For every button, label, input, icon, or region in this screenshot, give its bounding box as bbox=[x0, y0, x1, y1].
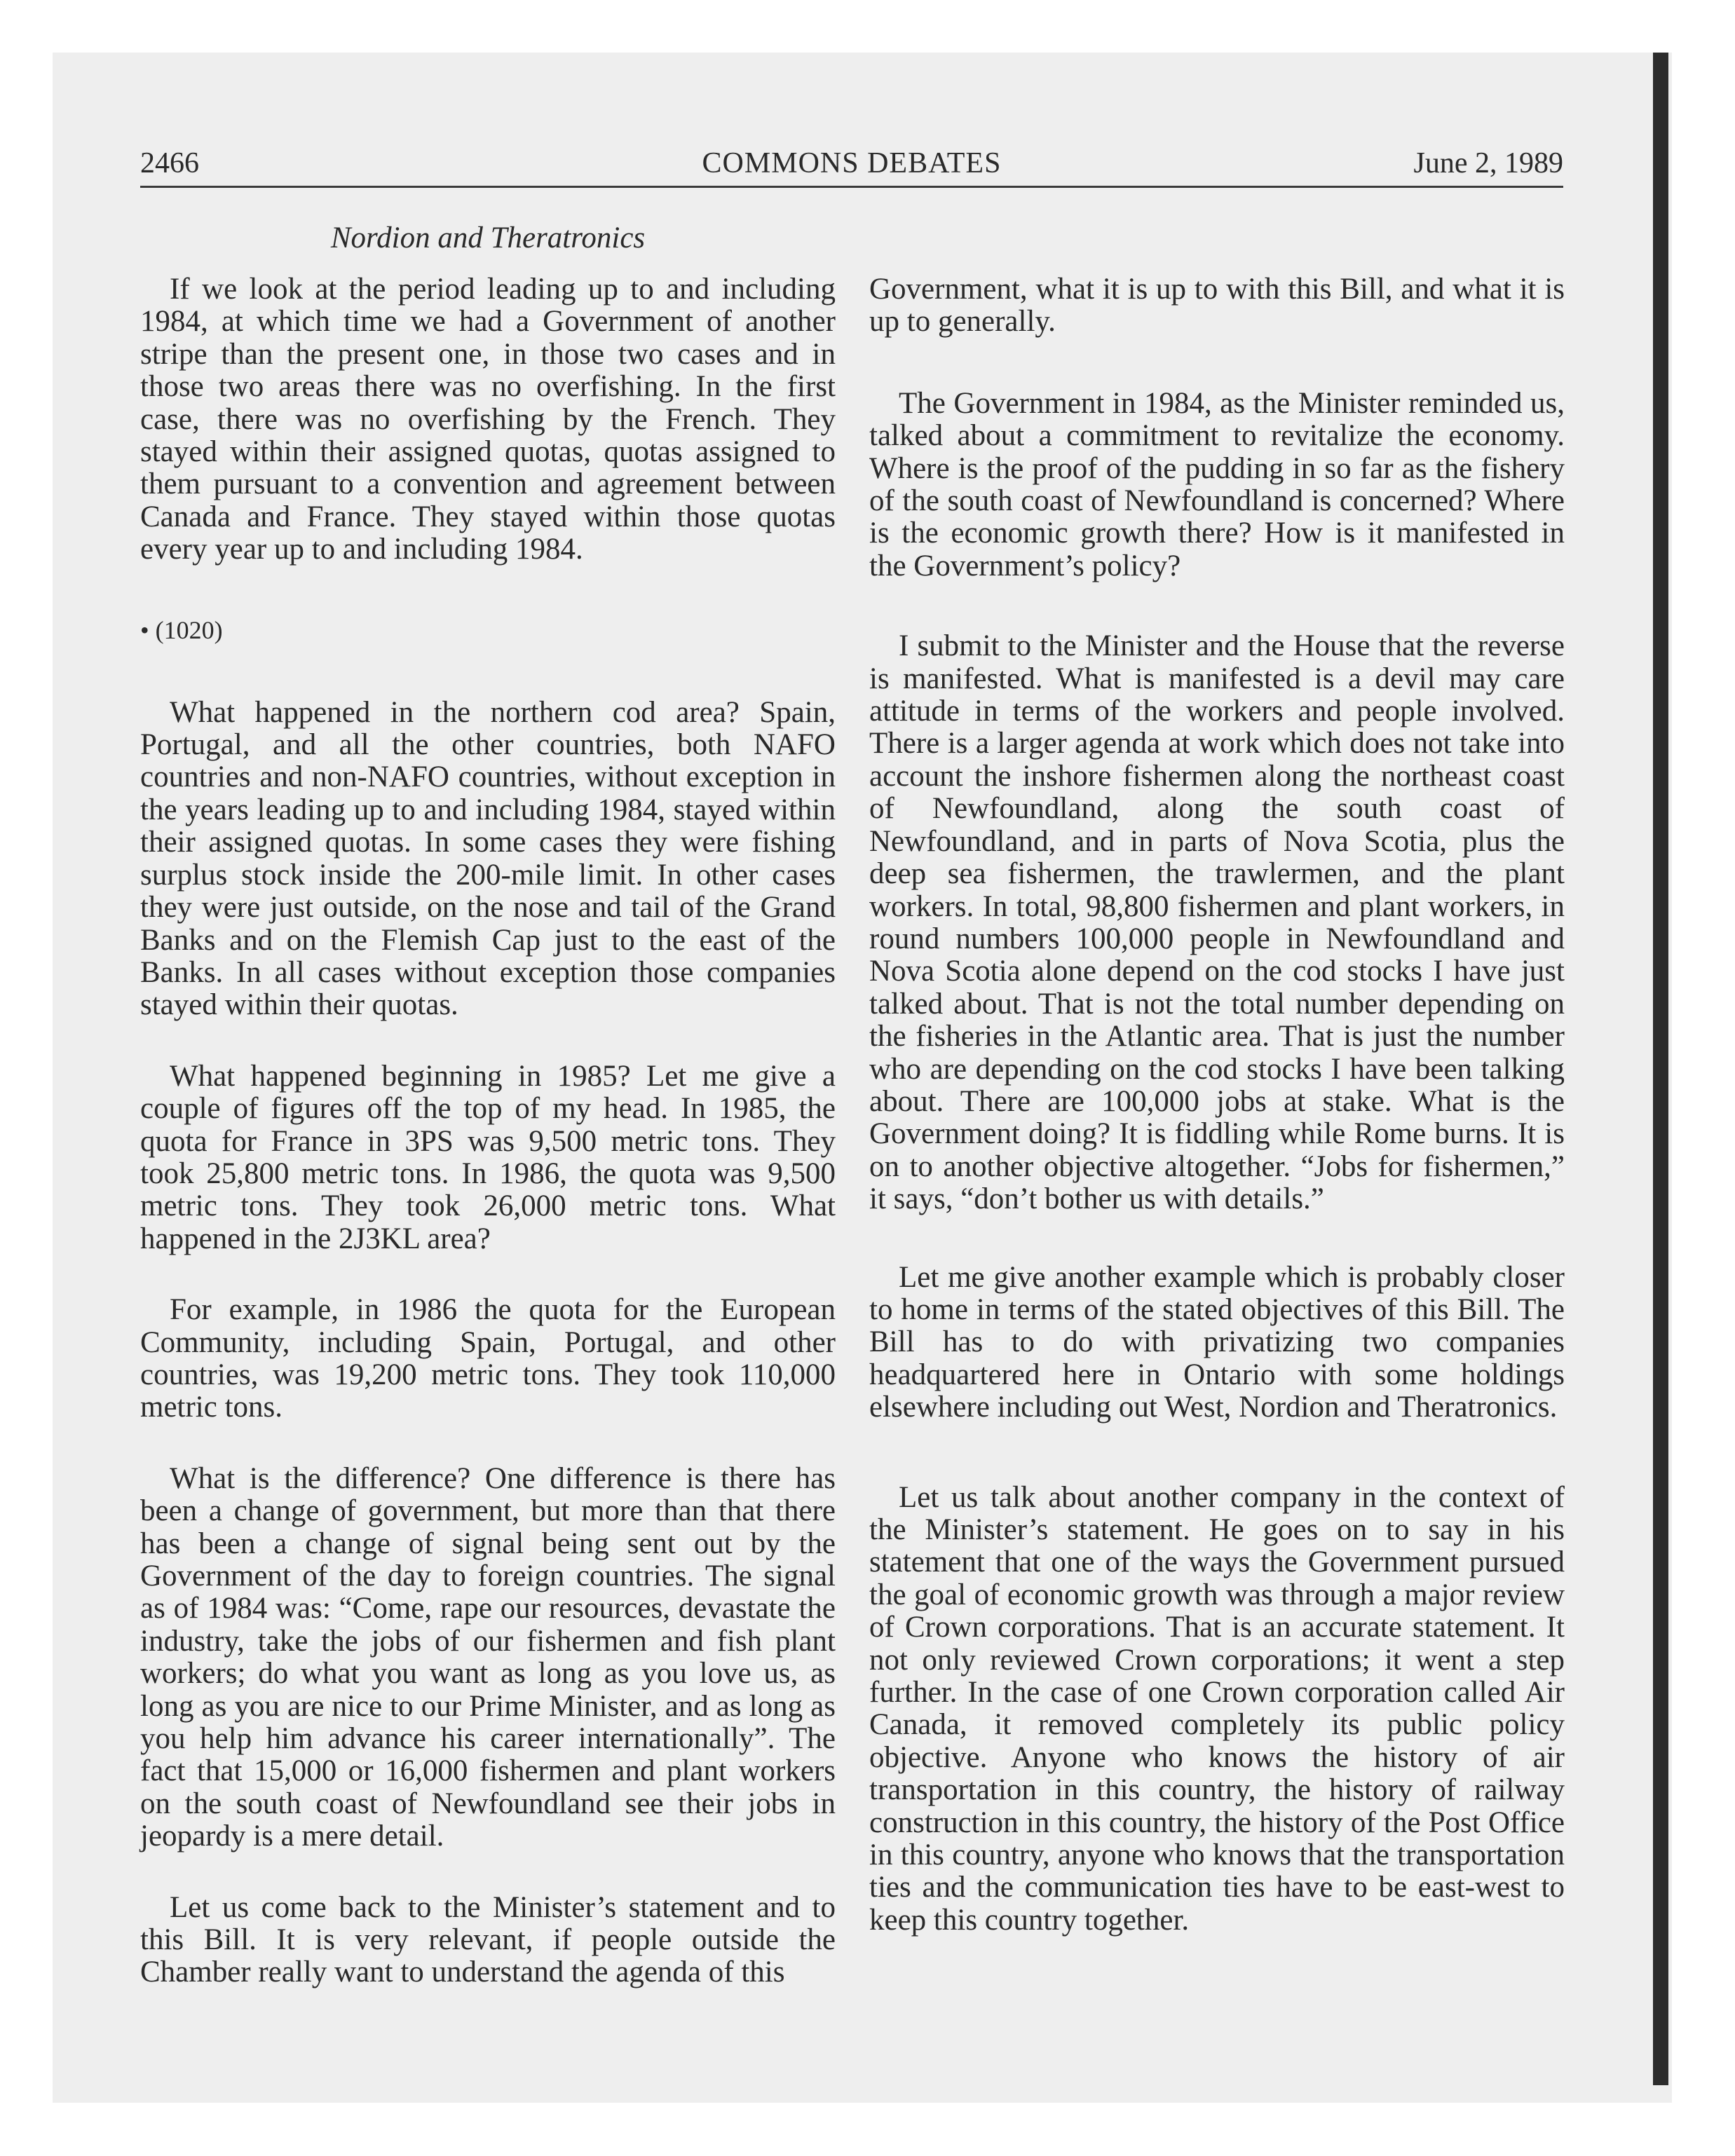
paragraph: What is the difference? One difference is there has been a change of government, but more than that there has been a change of signal being sent out by the Government of the day to foreign countries. The signal as of 1984 was: “Come, rape our resources, devastate the industry, take the jobs of our fishermen and fish plant workers; do what you want as long as you love us, as long as you are nice to our Prime Minister, and as long as you help him advance his career internationally”. The fact that 15,000 or 16,000 fishermen and plant workers on the south coast of Newfoundland see their jobs in jeopardy is a mere detail. bbox=[140, 1461, 836, 1853]
paragraph: The Government in 1984, as the Minister reminded us, talked about a commitment to revitalize the economy. Where is the proof of the pudding in so far as the fishery of the south coast of Newfoundland is concerned? Where is the economic growth there? How is it manifested in the Government’s policy? bbox=[869, 386, 1565, 582]
time-marker bbox=[140, 614, 836, 646]
section-heading: Nordion and Theratronics bbox=[330, 221, 646, 254]
paragraph: I submit to the Minister and the House that the reverse is manifested. What is manifested is a devil may care attitude in terms of the workers and people involved. There is a larger agenda at work which does not take into account the inshore fishermen along the northeast coast of Newfoundland, along the south coast of Newfoundland, and in parts of Nova Scotia, plus the deep sea fishermen, the trawlermen, and the plant workers. In total, 98,800 fishermen and plant workers, in round numbers 100,000 people in Newfoundland and Nova Scotia alone depend on the cod stocks I have just talked about. That is not the total number depending on the fisheries in the Atlantic area. That is just the number who are depending on the cod stocks I have been talking about. There are 100,000 jobs at stake. What is the Government doing? It is fiddling while Rome burns. It is on to another objective altogether. “Jobs for fishermen,” it says, “don’t bother us with details.” bbox=[869, 629, 1565, 1216]
scan-edge-shadow bbox=[1653, 53, 1668, 2085]
paragraph: Let us talk about another company in the context of the Minister’s statement. He goes on to say in his statement that one of the ways the Government pursued the goal of economic growth was through a major review of Crown corporations. That is an accurate statement. It not only reviewed Crown corporations; it went a step further. In the case of one Crown corporation called Air Canada, it removed completely its public policy objective. Anyone who knows the history of air transportation in this country, the history of railway construction in this country, the history of the Post Office in this country, anyone who knows that the transportation ties and the communication ties have to be east-west to keep this country together. bbox=[869, 1480, 1565, 1937]
paragraph: If we look at the period leading up to and including 1984, at which time we had a Government of another stripe than the present one, in those two cases and in those two areas there was no overfishing. In the first case, there was no overfishing by the French. They stayed within their assigned quotas, quotas assigned to them pursuant to a convention and agreement between Canada and France. They stayed within those quotas every year up to and including 1984. bbox=[140, 273, 836, 566]
right-column bbox=[869, 273, 1565, 1937]
paragraph: For example, in 1986 the quota for the European Community, including Spain, Portugal, and other countries, was 19,200 metric tons. They took 110,000 metric tons. bbox=[140, 1293, 836, 1424]
paragraph: What happened in the northern cod area? Spain, Portugal, and all the other countries, both NAFO countries and non-NAFO countries, without exception in the years leading up to and including 1984, stayed within their assigned quotas. In some cases they were fishing surplus stock inside the 200-mile limit. In other cases they were just outside, on the nose and tail of the Grand Banks and on the Flemish Cap just to the east of the Banks. In all cases without exception those companies stayed within their quotas. bbox=[140, 695, 836, 1022]
page-number: 2466 bbox=[140, 147, 199, 179]
paragraph-continued: Government, what it is up to with this Bill, and what it is up to generally. bbox=[869, 273, 1565, 339]
left-column bbox=[140, 219, 836, 1989]
paragraph: What happened beginning in 1985? Let me give a couple of figures off the top of my head. In 1985, the quota for France in 3PS was 9,500 metric tons. They took 25,800 metric tons. In 1986, the quota was 9,500 metric tons. They took 26,000 metric tons. What happened in the 2J3KL area? bbox=[140, 1059, 836, 1255]
running-title: COMMONS DEBATES bbox=[702, 147, 1002, 179]
paragraph: Let us come back to the Minister’s statement and to this Bill. It is very relevant, if people outside the Chamber really want to understand the agenda of this bbox=[140, 1890, 836, 1989]
page-header bbox=[140, 144, 1563, 188]
bullet-icon: • bbox=[140, 615, 149, 644]
paragraph: Let me give another example which is probably closer to home in terms of the stated objectives of this Bill. The Bill has to do with privatizing two companies headquartered here in Ontario with some holdings elsewhere including out West, Nordion and Theratronics. bbox=[869, 1260, 1565, 1424]
time-marker-text: (1020) bbox=[155, 615, 223, 644]
page-date: June 2, 1989 bbox=[1413, 147, 1563, 179]
